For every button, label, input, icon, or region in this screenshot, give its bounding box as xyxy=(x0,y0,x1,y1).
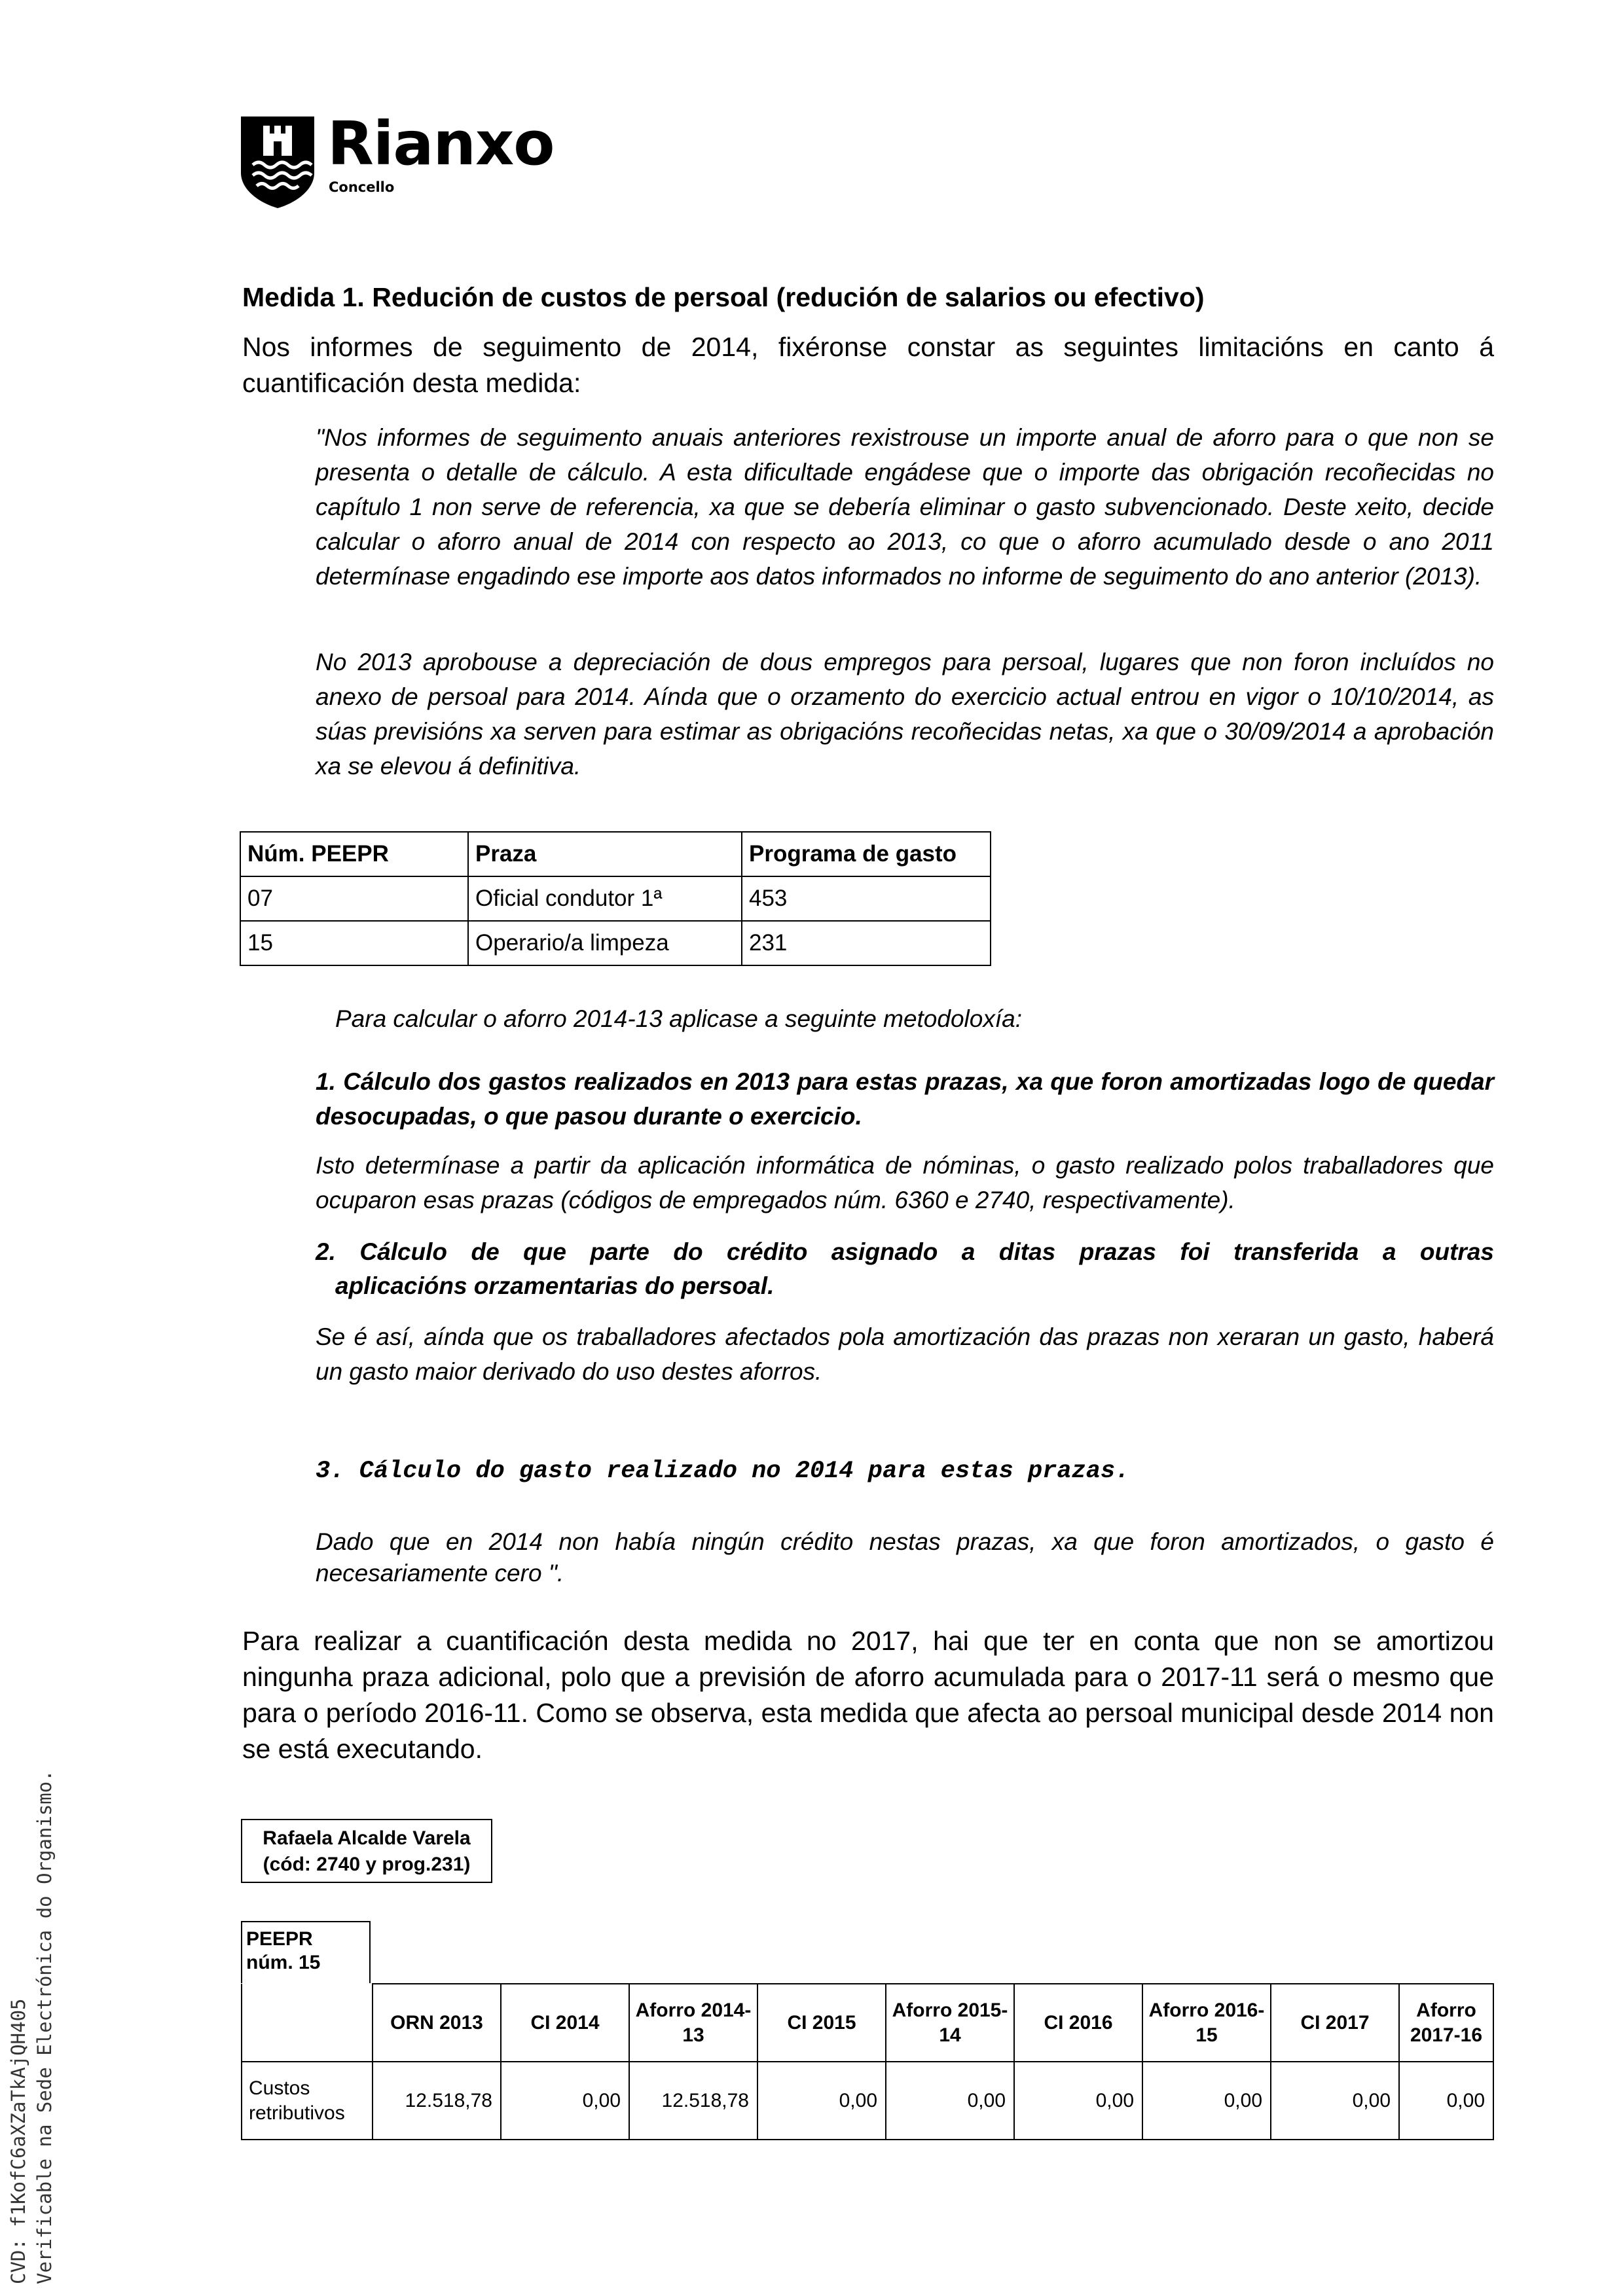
table-cell: 231 xyxy=(742,921,991,965)
table-header-cell: Programa de gasto xyxy=(742,832,991,876)
table-cell: 07 xyxy=(240,876,468,921)
table-cell: 0,00 xyxy=(1014,2062,1142,2140)
table-header-cell: Núm. PEEPR xyxy=(240,832,468,876)
table-cell: Oficial condutor 1ª xyxy=(468,876,742,921)
step-2-title-continued: aplicacións orzamentarias do persoal. xyxy=(335,1272,775,1299)
section-heading: Medida 1. Redución de custos de persoal (redución de salarios ou efectivo) xyxy=(242,282,1205,312)
step-2-title: 2. Cálculo de que parte do crédito asignado a ditas prazas foi transferida a outras xyxy=(316,1238,1494,1265)
table-header-cell: Aforro 2016-15 xyxy=(1142,1984,1271,2062)
positions-table xyxy=(240,831,991,966)
method-intro: Para calcular o aforro 2014-13 aplicase a seguinte metodoloxía: xyxy=(335,1005,1022,1032)
peepr-label-cell xyxy=(241,1921,371,1983)
table-cell: 0,00 xyxy=(1271,2062,1399,2140)
step-1-text: Isto determínase a partir da aplicación informática de nóminas, o gasto realizado polos traballadores que ocuparon esas prazas (códigos de empregados núm. 6360 e 2740, respectivamente). xyxy=(316,1152,1494,1213)
table-header-cell: CI 2014 xyxy=(501,1984,629,2062)
table-header-cell: CI 2016 xyxy=(1014,1984,1142,2062)
logo-subtitle: Concello xyxy=(329,179,395,195)
conclusion-paragraph: Para realizar a cuantificación desta medida no 2017, hai que ter en conta que non se amortizou ningunha praza adicional, polo que a previsión de aforro acumulada para o 2017-11 será o mesmo que para o período 2016-11. Como se observa, esta medida que afecta ao persoal municipal desde 2014 non se está executando. xyxy=(242,1626,1494,1764)
intro-paragraph: Nos informes de seguimento de 2014, fixéronse constar as seguintes limitacións en canto á cuantificación desta medida: xyxy=(242,332,1494,398)
table-header-cell: Aforro 2015-14 xyxy=(886,1984,1014,2062)
table-cell: 0,00 xyxy=(886,2062,1014,2140)
castle-shield-icon xyxy=(241,117,314,208)
logo xyxy=(241,109,581,215)
step-2-text: Se é así, aínda que os traballadores afectados pola amortización das prazas non xeraran un gasto, haberá un gasto maior derivado do uso destes aforros. xyxy=(316,1323,1494,1385)
table-header-cell: Aforro 2017-16 xyxy=(1399,1984,1493,2062)
table-cell: 15 xyxy=(240,921,468,965)
step-3-title: 3. Cálculo do gasto realizado no 2014 para estas prazas. xyxy=(316,1458,1130,1485)
verification-code: CVD: f1KofC6aXZaTkAjQH405 xyxy=(7,1998,29,2284)
table-cell: 0,00 xyxy=(1399,2062,1493,2140)
table-cell: Operario/a limpeza xyxy=(468,921,742,965)
table-row xyxy=(240,921,991,965)
table-row xyxy=(242,2062,1493,2140)
verification-sidebar xyxy=(5,1770,58,2284)
table-header-row xyxy=(242,1984,1493,2062)
peepr-number: núm. 15 xyxy=(246,1952,321,1973)
verification-note: Verificable na Sede Electrónica do Organismo. xyxy=(33,1770,56,2284)
logo-name: Rianxo xyxy=(327,109,555,179)
employee-box xyxy=(241,1819,492,1883)
table-header-cell: Aforro 2014-13 xyxy=(629,1984,757,2062)
table-row xyxy=(240,876,991,921)
table-header-cell: Praza xyxy=(468,832,742,876)
table-cell: 0,00 xyxy=(757,2062,886,2140)
step-3-text: Dado que en 2014 non había ningún crédito nestas prazas, xa que foron amortizados, o gasto é necesariamente cero ". xyxy=(316,1528,1494,1587)
employee-code: (cód: 2740 y prog.231) xyxy=(263,1854,471,1875)
savings-table xyxy=(241,1983,1494,2140)
quote-paragraph-1: "Nos informes de seguimento anuais anteriores rexistrouse un importe anual de aforro para o que non se presenta o detalle de cálculo. A esta dificultade engádese que o importe das obrigación recoñecidas no capítulo 1 non serve de referencia, xa que se debería eliminar o gasto subvencionado. Deste xeito, decide calcular o aforro anual de 2014 con respecto ao 2013, co que o aforro acumulado desde o ano 2011 determínase engadindo ese importe aos datos informados no informe de seguimento do ano anterior (2013). xyxy=(316,424,1494,590)
table-cell: 12.518,78 xyxy=(373,2062,501,2140)
table-header-cell: CI 2017 xyxy=(1271,1984,1399,2062)
table-cell: 12.518,78 xyxy=(629,2062,757,2140)
table-header-row xyxy=(240,832,991,876)
table-header-cell: CI 2015 xyxy=(757,1984,886,2062)
employee-name: Rafaela Alcalde Varela xyxy=(263,1827,471,1849)
quote-paragraph-2: No 2013 aprobouse a depreciación de dous empregos para persoal, lugares que non foron incluídos no anexo de persoal para 2014. Aínda que o orzamento do exercicio actual entrou en vigor o 10/10/2014, as súas previsións xa serven para estimar as obrigacións recoñecidas netas, xa que o 30/09/2014 a aprobación xa se elevou á definitiva. xyxy=(316,649,1494,780)
step-1-title: 1. Cálculo dos gastos realizados en 2013 para estas prazas, xa que foron amortizadas logo de quedar desocupadas, o que pasou durante o exercicio. xyxy=(316,1068,1494,1130)
peepr-label: PEEPR xyxy=(246,1928,313,1950)
table-cell: 453 xyxy=(742,876,991,921)
table-header-cell-empty xyxy=(242,1984,373,2062)
row-label-cell: Custos retributivos xyxy=(242,2062,373,2140)
table-header-cell: ORN 2013 xyxy=(373,1984,501,2062)
table-cell: 0,00 xyxy=(501,2062,629,2140)
table-cell: 0,00 xyxy=(1142,2062,1271,2140)
